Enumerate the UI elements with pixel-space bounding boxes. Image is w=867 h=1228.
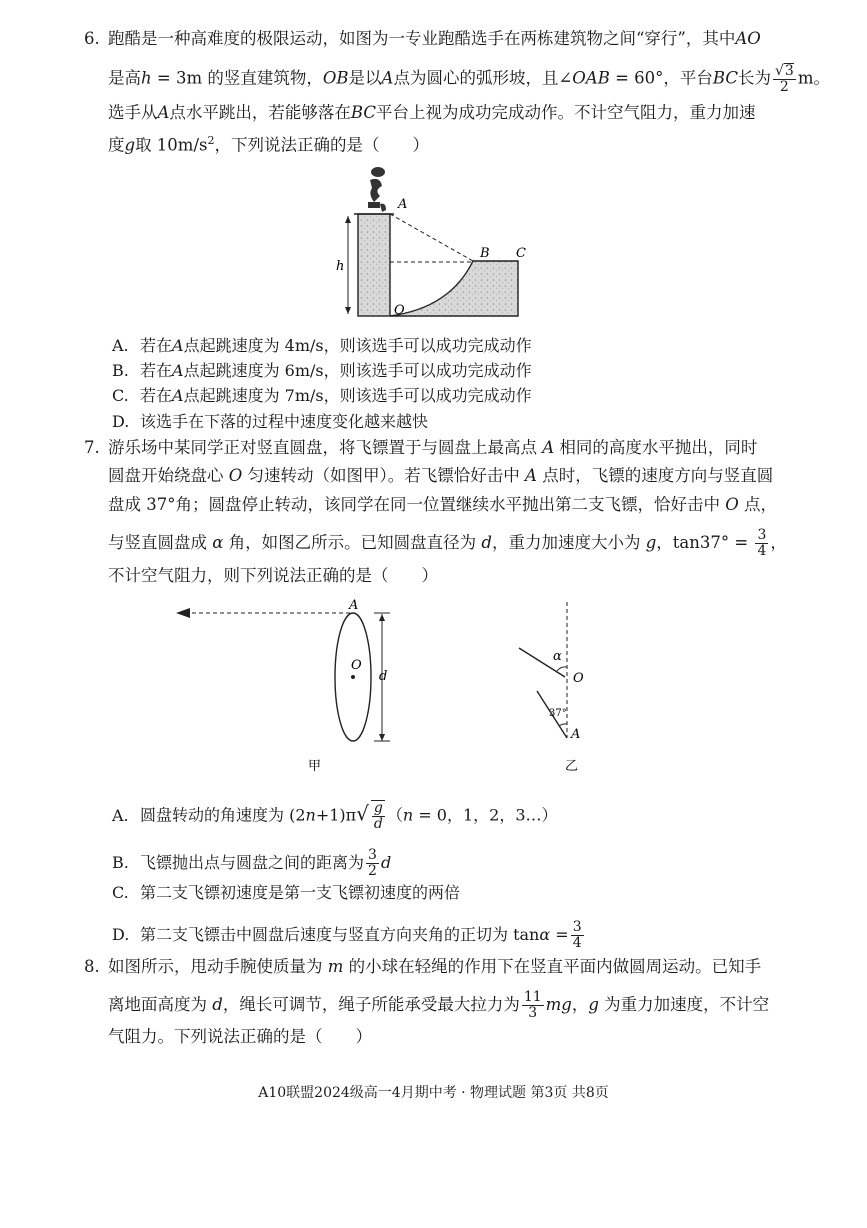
runner-icon (368, 167, 386, 212)
sqrt3-over-2: $\frac{√3}{2}$ (774, 63, 794, 95)
label-c: C (516, 246, 526, 261)
q6-parkour-figure (330, 158, 540, 323)
q6-option-d[interactable]: D. 该选手在下落的过程中速度变化越来越快 (112, 412, 429, 431)
q7-option-c[interactable]: C. 第二支飞镖初速度是第一支飞镖初速度的两倍 (112, 883, 461, 902)
slope-platform (390, 261, 518, 316)
q8-line-3: 气阻力。下列说法正确的是（ ） (108, 1027, 372, 1046)
yi-caption: 乙 (565, 759, 579, 774)
frac-3-4-d: $\frac{3}{4}$ (572, 919, 582, 951)
q7-option-d[interactable]: D. 第二支飞镖击中圆盘后速度与竖直方向夹角的正切为 tanα = $\frac{3}{4}$ (112, 919, 582, 951)
label-h: h (336, 259, 345, 274)
q6-option-c[interactable]: C. 若在A点起跳速度为 7m/s，则该选手可以成功完成动作 (112, 386, 532, 405)
jia-caption: 甲 (308, 759, 322, 774)
label-a: A (398, 197, 408, 212)
yi-label-a: A (571, 727, 581, 742)
jia-label-a: A (349, 598, 359, 613)
frac-11-3: $\frac{11}{3}$ (523, 989, 542, 1021)
jia-label-d: d (379, 669, 388, 684)
q7-figure-yi (505, 598, 615, 778)
yi-label-alpha: α (553, 649, 562, 664)
jia-label-o: O (351, 658, 362, 673)
q6-line-4: 度g取 $10m/s^2$，下列说法正确的是（ ） (108, 134, 429, 155)
q6-option-b[interactable]: B. 若在A点起跳速度为 6m/s，则该选手可以成功完成动作 (112, 361, 532, 380)
dart-icon (176, 608, 190, 618)
q6-line-3: 选手从A点水平跳出，若能够落在BC平台上视为成功完成动作。不计空气阻力，重力加速 (108, 103, 756, 122)
label-b: B (480, 246, 490, 261)
q6-line-2: 是高h = 3m 的竖直建筑物，OB是以A点为圆心的弧形坡，且∠OAB = 60°，平台BC长为 $\frac{√3}{2}$ m。 (108, 63, 830, 95)
q7-line-1: 游乐场中某同学正对竖直圆盘，将飞镖置于与圆盘上最高点 A 相同的高度水平抛出，同时 (108, 438, 758, 457)
frac-3-4: $\frac{3}{4}$ (757, 527, 767, 559)
building-ao (358, 214, 390, 316)
yi-label-o: O (573, 671, 584, 686)
q7-figure-jia (168, 592, 408, 777)
dashed-ab (390, 214, 473, 261)
q7-line-3: 盘成 37°角；圆盘停止转动，该同学在同一位置继续水平抛出第二支飞镖，恰好击中 O 点， (108, 495, 778, 514)
q8-line-1: 如图所示，甩动手腕使质量为 m 的小球在轻绳的作用下在竖直平面内做圆周运动。已知手 (108, 957, 762, 976)
q6-line-1: 跑酷是一种高难度的极限运动，如图为一专业跑酷选手在两栋建筑物之间“穿行”，其中AO (108, 29, 761, 48)
q7-line-4: 与竖直圆盘成 α 角，如图乙所示。已知圆盘直径为 d，重力加速度大小为 g，tan37° = $\frac{3}{4}$ ， (108, 527, 787, 559)
q7-line-5: 不计空气阻力，则下列说法正确的是（ ） (108, 566, 438, 585)
q8-line-2: 离地面高度为 d，绳长可调节，绳子所能承受最大拉力为 $\frac{11}{3}$ mg，g 为重力加速度，不计空 (108, 989, 770, 1021)
q6-number: 6. (84, 29, 100, 48)
q7-number: 7. (84, 438, 100, 457)
page-footer: A10联盟2024级高一4月期中考 · 物理试题 第3页 共8页 (258, 1085, 609, 1101)
yi-label-37: 37° (549, 708, 567, 719)
frac-3-2: $\frac{3}{2}$ (368, 847, 377, 879)
q6-option-a[interactable]: A. 若在A点起跳速度为 4m/s，则该选手可以成功完成动作 (112, 336, 532, 355)
q7-line-2: 圆盘开始绕盘心 O 匀速转动（如图甲）。若飞镖恰好击中 A 点时，飞镖的速度方向与竖直圆 (108, 466, 774, 485)
q7-option-b[interactable]: B. 飞镖抛出点与圆盘之间的距离为 $\frac{3}{2}$ d (112, 847, 392, 879)
q7-option-a[interactable]: A. 圆盘转动的角速度为 (2n+1)π√ $\frac{g}{d}$ （n = 0，1，2，3…） (112, 800, 558, 832)
label-o: O (394, 303, 405, 318)
q8-number: 8. (84, 957, 100, 976)
sqrt-g-over-d: $\frac{g}{d}$ (371, 800, 385, 832)
